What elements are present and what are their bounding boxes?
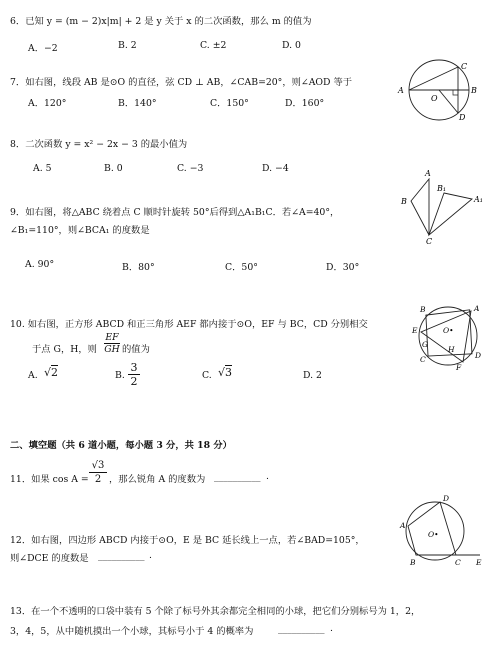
q12-label-b: B	[410, 558, 416, 567]
q12-label-a: A	[400, 521, 406, 530]
q7-label-a: A	[398, 86, 404, 95]
q10-label-o: O•	[443, 326, 454, 335]
q10-option-a-label: A.	[28, 370, 38, 381]
q8-option-c: C. −3	[177, 163, 204, 174]
q9-label-a: A	[425, 169, 431, 178]
q12-prompt-line1: 12．如右图，四边形 ABCD 内接于⊙O，E 是 BC 延长线上一点，若∠BAD=105°，	[10, 535, 365, 546]
q10-prompt-line1: 10. 如右图，正方形 ABCD 和正三角形 AEF 都内接于⊙O，EF 与 BC，CD 分别相交	[10, 319, 368, 330]
q9-label-b: B	[401, 197, 407, 206]
q11-blank[interactable]: __________	[214, 471, 261, 482]
q10-option-b-den: 2	[130, 375, 138, 388]
q9-rotation-figure	[397, 165, 487, 247]
q11-prompt-b: ，那么锐角 A 的度数为	[109, 474, 206, 485]
q12-label-d: D	[443, 494, 450, 503]
q13-prompt-line1: 13．在一个不透明的口袋中装有 5 个除了标号外其余都完全相同的小球，把它们分别标号为 1，2，	[10, 606, 421, 617]
q10-label-a: A	[474, 304, 480, 313]
q9-option-b: B．80°	[122, 262, 155, 273]
q9-prompt-line2: ∠B₁=110°，则∠BCA₁ 的度数是	[10, 225, 150, 236]
q9-label-c: C	[426, 237, 433, 246]
q6-prompt: 6．已知 y = (m − 2)x|m| + 2 是 y 关于 x 的二次函数，那么 m 的值为	[10, 16, 312, 27]
q7-circle-figure	[395, 58, 485, 122]
q13-end: .	[330, 623, 333, 634]
q7-label-o: O	[431, 94, 438, 103]
q10-label-f: F	[456, 363, 462, 372]
q10-option-c-label: C.	[202, 370, 212, 381]
q6-option-a: A．−2	[28, 43, 58, 54]
q10-prompt-line2b: 的值为	[122, 344, 150, 355]
q12-blank[interactable]: __________	[98, 550, 145, 561]
q8-prompt: 8．二次函数 y = x² − 2x − 3 的最小值为	[10, 139, 188, 150]
q9-label-a1: A₁	[474, 195, 483, 204]
section-title: 二、填空题（共 6 道小题，每小题 3 分，共 18 分）	[10, 440, 232, 451]
q10-frac-num: EF	[105, 332, 119, 343]
q6-option-c: C. ±2	[200, 40, 227, 51]
q12-label-o: O•	[428, 530, 439, 539]
q10-option-b-num: 3	[128, 361, 140, 375]
q7-label-c: C	[461, 62, 468, 71]
q10-option-b-value	[128, 361, 140, 388]
q13-prompt-line2: 3，4，5，从中随机摸出一个小球，其标号小于 4 的概率为	[10, 626, 254, 637]
q7-label-d: D	[459, 113, 466, 122]
q10-label-b: B	[420, 305, 426, 314]
q11-frac-den: 2	[94, 474, 102, 485]
q10-label-e: E	[412, 326, 418, 335]
q13-blank[interactable]: __________	[278, 623, 325, 634]
q9-option-d: D．30°	[326, 262, 360, 273]
q7-prompt: 7．如右图，线段 AB 是⊙O 的直径，弦 CD ⊥ AB，∠CAB=20°，则∠AOD 等于	[10, 77, 353, 88]
q10-option-b-label: B.	[115, 370, 125, 381]
q7-option-d: D．160°	[285, 98, 325, 109]
q12-cyclic-quad-figure	[398, 493, 488, 569]
q11-end: .	[266, 471, 269, 482]
q10-circle-figure	[410, 300, 488, 372]
q10-option-c-value: √3	[218, 366, 233, 379]
q10-option-d: D. 2	[303, 370, 322, 381]
q10-label-d: D	[475, 351, 482, 360]
q9-prompt-line1: 9．如右图，将△ABC 绕着点 C 顺时针旋转 50°后得到△A₁B₁C．若∠A=40°，	[10, 207, 340, 218]
q11-frac-num: √3	[89, 459, 107, 473]
q9-option-a: A. 90°	[25, 259, 55, 270]
q12-label-e: E	[476, 558, 482, 567]
q10-frac-den: GH	[104, 344, 120, 355]
q11-fraction	[89, 459, 107, 486]
q12-end: .	[149, 550, 152, 561]
q7-option-b: B．140°	[118, 98, 157, 109]
q12-label-c: C	[455, 558, 461, 567]
q7-option-a: A．120°	[28, 98, 67, 109]
q9-label-b1: B₁	[437, 184, 447, 193]
q12-prompt-line2: 则∠DCE 的度数是	[10, 553, 89, 564]
q8-option-a: A. 5	[33, 163, 52, 174]
q8-option-b: B. 0	[104, 163, 123, 174]
q10-sqrt3-radicand: 3	[225, 366, 233, 379]
q6-option-d: D. 0	[282, 40, 301, 51]
q10-prompt-line2a: 于点 G，H，则	[32, 344, 97, 355]
q10-label-c: C	[420, 355, 426, 364]
q11-prompt-a: 11．如果 cos A =	[10, 474, 89, 485]
q10-option-a-value: √2	[44, 366, 59, 379]
q7-label-b: B	[471, 86, 477, 95]
q7-option-c: C．150°	[210, 98, 249, 109]
q10-sqrt2-radicand: 2	[51, 366, 59, 379]
q6-option-b: B. 2	[118, 40, 137, 51]
q8-option-d: D. −4	[262, 163, 289, 174]
q10-label-h: H	[448, 345, 455, 354]
q10-label-g: G	[422, 340, 428, 349]
q10-fraction	[104, 332, 120, 355]
q9-option-c: C．50°	[225, 262, 258, 273]
